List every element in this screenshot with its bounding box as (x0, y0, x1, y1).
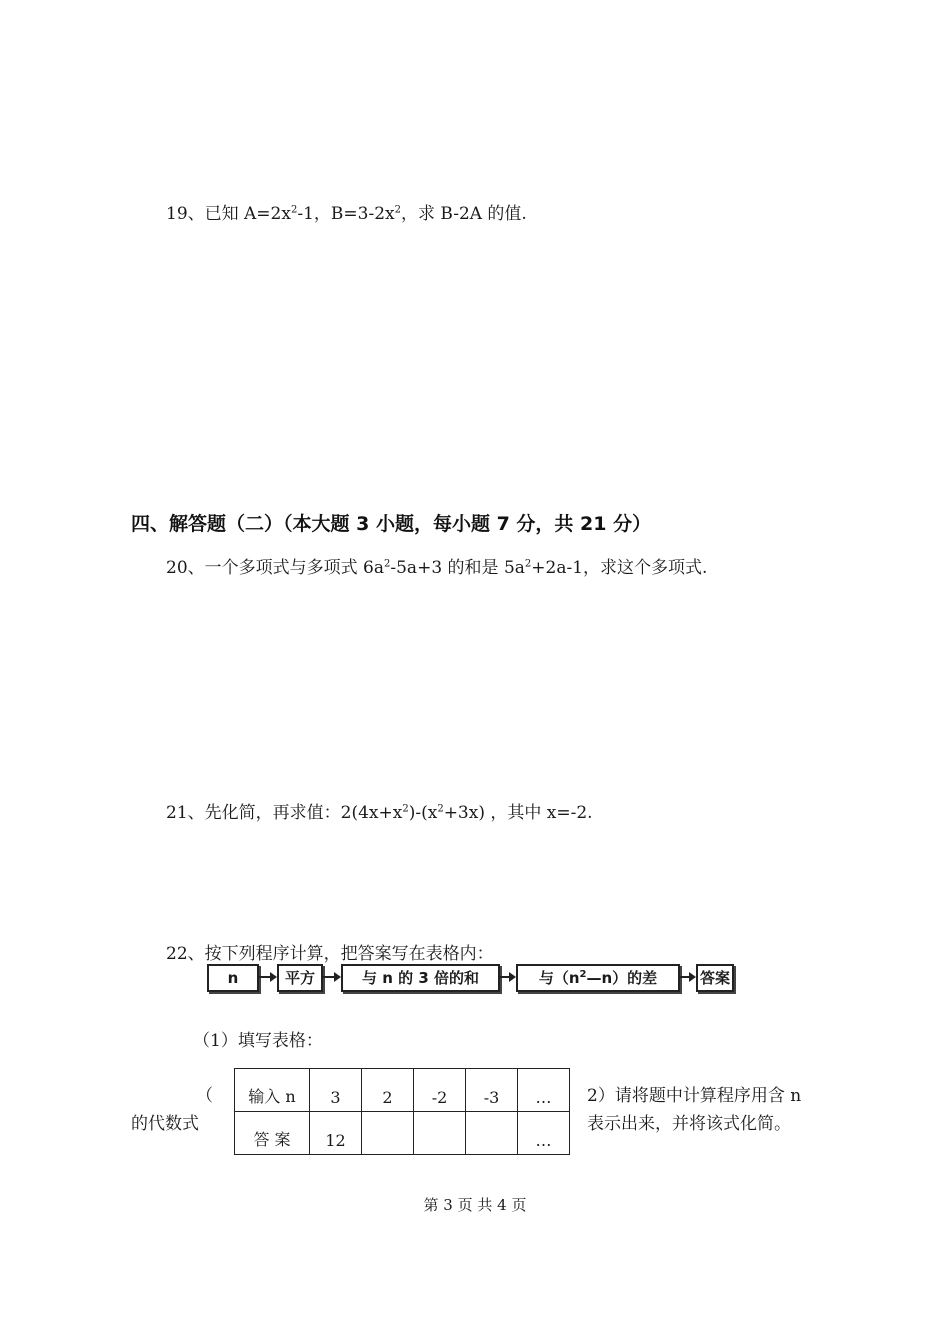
part-2-line-1: 2）请将题中计算程序用含 n (587, 1086, 802, 1106)
page-footer: 第 3 页 共 4 页 (423, 1196, 527, 1214)
left-expression-label: 的代数式 (131, 1114, 199, 1134)
table-cell: -3 (466, 1069, 518, 1112)
flow-box-answer: 答案 (696, 964, 734, 992)
left-paren: （ (196, 1086, 213, 1106)
question-21: 21、先化简，再求值：$2(4x+x^2)-(x^2+3x)$ ，其中 x=-2. (166, 803, 593, 823)
part-2-line-2: 表示出来，并将该式化简。 (587, 1114, 791, 1134)
table-cell: 答 案 (235, 1112, 310, 1155)
flow-arrow (500, 976, 514, 978)
table-cell: 输入 n (235, 1069, 310, 1112)
table-cell: … (518, 1069, 570, 1112)
table-cell (362, 1112, 414, 1155)
flow-box-sum: 与 n 的 3 倍的和 (341, 964, 500, 992)
table-row (235, 1069, 570, 1112)
question-20: 20、一个多项式与多项式 $6a^2-5a+3$ 的和是 $5a^2+2a-1$，求这个多项式. (166, 558, 708, 578)
question-19: 19、已知 $A=2x^2-1$，$B=3-2x^2$，求 B-2A 的值. (166, 204, 527, 224)
part-1-label: （1）填写表格： (193, 1031, 323, 1051)
section-heading: 四、解答题（二）（本大题 3 小题，每小题 7 分，共 21 分） (131, 513, 652, 535)
table-cell (466, 1112, 518, 1155)
flow-arrow (323, 976, 339, 978)
flow-arrow (680, 976, 694, 978)
flow-box-input: n (207, 964, 259, 992)
table-cell: -2 (414, 1069, 466, 1112)
flow-box-square: 平方 (277, 964, 323, 992)
question-22: 22、按下列程序计算，把答案写在表格内： (166, 944, 494, 964)
table-cell (414, 1112, 466, 1155)
flow-box-difference: 与$(n^2—n)$的差 (516, 964, 680, 992)
flow-arrow (259, 976, 275, 978)
table-row (235, 1112, 570, 1155)
answer-table (234, 1068, 570, 1155)
table-cell: 3 (310, 1069, 362, 1112)
table-cell: … (518, 1112, 570, 1155)
table-cell: 12 (310, 1112, 362, 1155)
table-cell: 2 (362, 1069, 414, 1112)
